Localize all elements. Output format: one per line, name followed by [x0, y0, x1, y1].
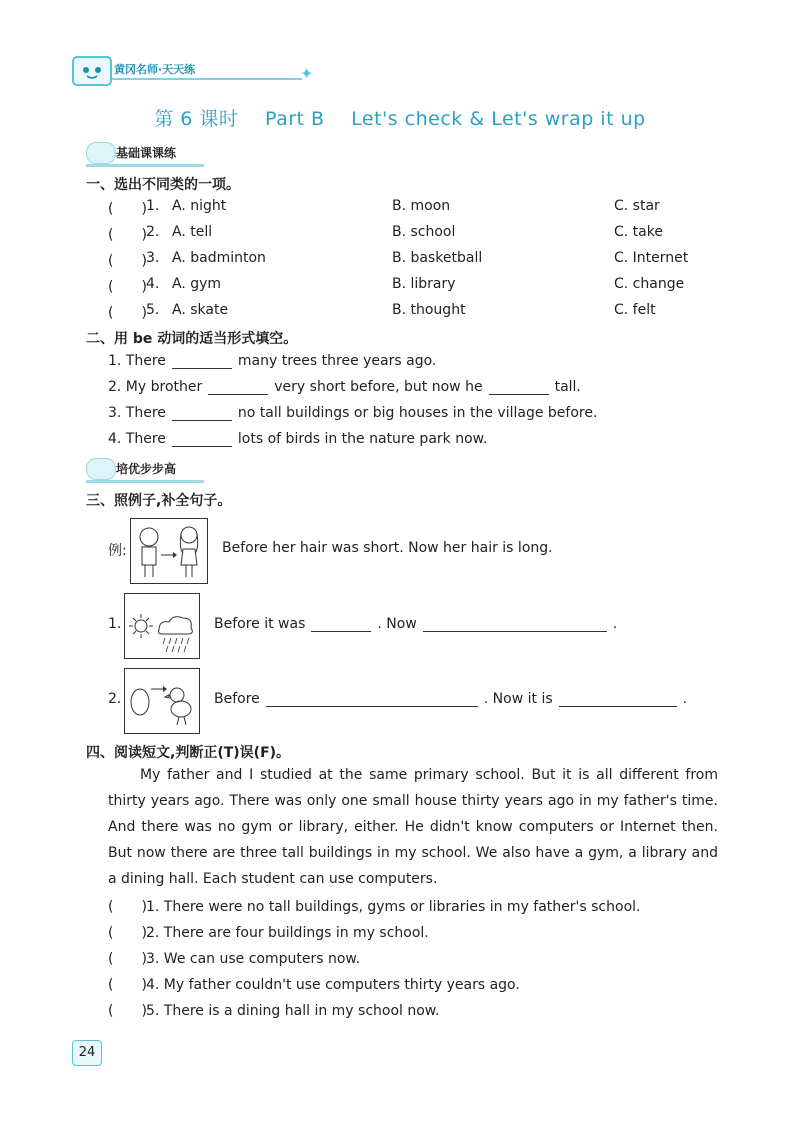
tf-item	[108, 896, 640, 916]
answer-paren[interactable]: ( )	[108, 951, 147, 967]
list-item	[108, 224, 708, 244]
option-c: C. take	[614, 224, 663, 240]
lesson-number: 第 6 课时	[154, 108, 239, 130]
q-num: 2.	[146, 224, 160, 240]
answer-paren[interactable]: ( )	[108, 201, 147, 217]
option-c: C. change	[614, 276, 685, 292]
option-c: C. Internet	[614, 250, 689, 266]
answer-blank[interactable]	[172, 354, 232, 369]
tf-statement: 3. We can use computers now.	[146, 951, 361, 967]
fill-text: 3. There	[108, 405, 166, 421]
option-c: C. felt	[614, 302, 656, 318]
option-a: A. badminton	[172, 250, 266, 266]
option-b: B. moon	[392, 198, 451, 214]
answer-paren[interactable]: ( )	[108, 899, 147, 915]
tf-statement: 1. There were no tall buildings, gyms or libraries in my father's school.	[146, 899, 641, 915]
item1-num: 1.	[108, 616, 122, 632]
item2-num: 2.	[108, 691, 122, 707]
answer-paren[interactable]: ( )	[108, 977, 147, 993]
fill-text: many trees three years ago.	[237, 353, 437, 369]
fill-text: 1. There	[108, 353, 166, 369]
answer-paren[interactable]: ( )	[108, 227, 147, 243]
list-item	[108, 302, 708, 322]
tf-statement: 2. There are four buildings in my school.	[146, 925, 429, 941]
option-a: A. gym	[172, 276, 222, 292]
answer-paren[interactable]: ( )	[108, 305, 147, 321]
fill-text: no tall buildings or big houses in the village before.	[237, 405, 598, 421]
fill-text: Before	[214, 691, 260, 707]
header-logo	[72, 56, 314, 86]
section4-heading: 四、阅读短文,判断正(T)误(F)。	[86, 745, 291, 761]
option-a: A. night	[172, 198, 227, 214]
fill-text: . Now	[377, 616, 417, 632]
star-icon: ✦	[300, 64, 314, 83]
section2-heading: 二、用 be 动词的适当形式填空。	[86, 331, 298, 347]
tag-underline	[86, 164, 204, 167]
tf-item	[108, 1000, 439, 1020]
brand-name: 黄冈名师·天天练	[114, 63, 196, 76]
fill-text: 4. There	[108, 431, 166, 447]
fill-text: . Now it is	[483, 691, 553, 707]
answer-paren[interactable]: ( )	[108, 253, 147, 269]
fill-item-2	[108, 379, 581, 395]
answer-blank[interactable]	[172, 432, 232, 447]
section-tag-basic	[86, 142, 206, 164]
tf-item	[108, 922, 429, 942]
item1-sentence	[214, 616, 617, 632]
q-num: 4.	[146, 276, 160, 292]
section-tag-label: 基础课课练	[116, 146, 177, 160]
fill-item-4	[108, 431, 487, 447]
option-c: C. star	[614, 198, 660, 214]
fill-item-3	[108, 405, 597, 421]
lesson-topic: Let's check & Let's wrap it up	[351, 108, 646, 130]
page-number: 24	[72, 1040, 102, 1066]
answer-blank[interactable]	[423, 617, 607, 632]
tf-statement: 5. There is a dining hall in my school now.	[146, 1003, 440, 1019]
example-picture	[130, 518, 208, 584]
example-label: 例:	[108, 543, 127, 559]
page-title	[0, 104, 800, 131]
fill-text: Before it was	[214, 616, 306, 632]
header-divider	[112, 78, 302, 80]
section-tag-advanced	[86, 458, 206, 480]
fill-text: .	[612, 616, 618, 632]
fill-text: very short before, but now he	[274, 379, 483, 395]
reading-passage: My father and I studied at the same primary school. But it is all different from thirty years ago. There was only one small house thirty years ago in my father's time. And there was no gym or library, either. He didn't know computers or Internet then. But now there are three tall buildings in my school. We also have a gym, a library and a dining hall. Each student can use computers.	[108, 767, 718, 887]
item2-sentence	[214, 691, 687, 707]
answer-blank[interactable]	[208, 380, 268, 395]
fill-text: .	[682, 691, 688, 707]
answer-blank[interactable]	[311, 617, 371, 632]
section-tag-label: 培优步步高	[116, 462, 177, 476]
tf-statement: 4. My father couldn't use computers thirty years ago.	[146, 977, 520, 993]
option-b: B. thought	[392, 302, 466, 318]
fill-text: 2. My brother	[108, 379, 203, 395]
tf-item	[108, 974, 520, 994]
sun-rain-picture	[124, 593, 200, 659]
list-item	[108, 250, 708, 270]
bear-logo-icon	[72, 56, 112, 86]
example-sentence: Before her hair was short. Now her hair is long.	[222, 540, 553, 556]
section1-heading: 一、选出不同类的一项。	[86, 177, 240, 193]
option-a: A. skate	[172, 302, 229, 318]
option-a: A. tell	[172, 224, 213, 240]
answer-blank[interactable]	[266, 692, 478, 707]
section3-heading: 三、照例子,补全句子。	[86, 493, 232, 509]
lesson-part: Part B	[264, 108, 325, 130]
tf-item	[108, 948, 360, 968]
option-b: B. library	[392, 276, 456, 292]
q-num: 1.	[146, 198, 160, 214]
answer-paren[interactable]: ( )	[108, 279, 147, 295]
egg-chick-picture	[124, 668, 200, 734]
cloud-bear-icon	[86, 458, 116, 480]
list-item	[108, 276, 708, 296]
answer-blank[interactable]	[559, 692, 677, 707]
cloud-bear-icon	[86, 142, 116, 164]
fill-item-1	[108, 353, 436, 369]
answer-paren[interactable]: ( )	[108, 1003, 147, 1019]
answer-paren[interactable]: ( )	[108, 925, 147, 941]
tag-underline	[86, 480, 204, 483]
list-item	[108, 198, 708, 218]
answer-blank[interactable]	[489, 380, 549, 395]
fill-text: lots of birds in the nature park now.	[237, 431, 488, 447]
answer-blank[interactable]	[172, 406, 232, 421]
option-b: B. basketball	[392, 250, 483, 266]
option-b: B. school	[392, 224, 456, 240]
q-num: 5.	[146, 302, 160, 318]
q-num: 3.	[146, 250, 160, 266]
fill-text: tall.	[554, 379, 581, 395]
